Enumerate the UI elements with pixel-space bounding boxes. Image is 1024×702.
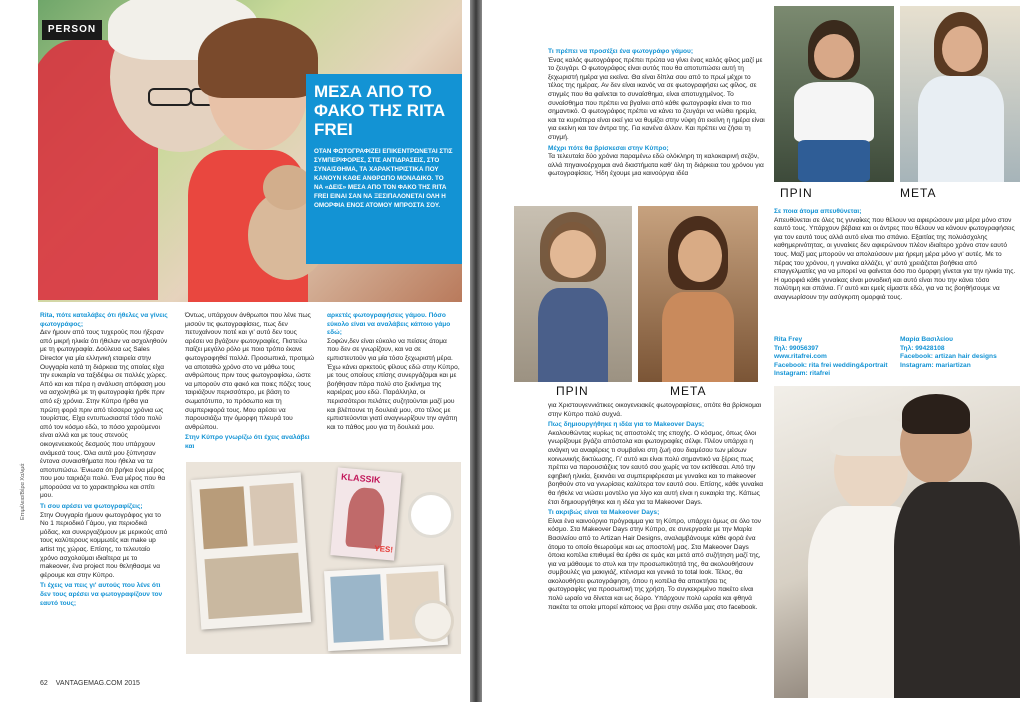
right-page [482, 0, 1024, 702]
question: Τι σου αρέσει να φωτογραφίζεις; [40, 503, 143, 511]
answer: Δεν ήμουν από τους τυχερούς που ήξεραν από μικρή ηλικία ότι ήθελαν να ασχοληθούν με τη φωτογραφία. Δούλευα ως Sales Director για μία ελληνική εταιρεία στην Ουγγαρία κατά τη διάρκεια της οποίας είχα την ευκαιρία να ταξιδέψω σε πολλές χώρες. Από και και πέρα η ανάλυση απόφαση μου να ασχοληθώ με τη φωτογραφία ήρθε πριν από εξι χρόνια. Στην Κύπρο ήρθα για πρώτη φορά πριν από τέσσερα χρόνια ως τουρίστας. Είχα εντυπωσιαστεί τόσο πολύ από τον κόσμο εδώ, το πόσο χαρούμενοι είναι αλλά και με τους στενούς οικογενειακούς δεσμούς που υπάρχουν ανάμεσά τους. Όλα αυτά μου ξύπνησαν έντονα συναισθήματα που ήθελα να τα αποτυπώσω. Ένιωσα ότι βρήκα ένα μέρος που μου ταιριάζει πολύ. Ένα μέρος που θα μπορούσα να το χαρακτηρίσω και σπίτι μου. [40, 329, 168, 500]
right-column-1b [548, 402, 766, 614]
left-column-1 [40, 312, 168, 608]
question: Στην Κύπρο γνωρίζω ότι έχεις αναλάβει και [185, 434, 310, 450]
article-intro: ΟΤΑΝ ΦΩΤΟΓΡΑΦΙΖΕΙ ΕΠΙΚΕΝΤΡΩΝΕΤΑΙ ΣΤΙΣ ΣΥΜΠΕΡΙΦΟΡΕΣ, ΣΤΙΣ ΑΝΤΙΔΡΑΣΕΙΣ, ΣΤΟ ΣΥΝΑΙΣΘΗΜΑ, ΤΑ ΧΑΡΑΚΤΗΡΙΣΤΙΚΑ ΠΟΥ ΚΑΝΟΥΝ ΚΑΘΕ ΑΝΘΡΩΠΟ ΜΟΝΑΔΙΚΟ. ΤΟ ΝΑ «ΔΕΙΣ» ΜΕΣΑ ΑΠΟ ΤΟΝ ΦΑΚΟ ΤΗΣ RITA FREI ΕΙΝΑΙ ΣΑΝ ΝΑ ΞΕΣΙΠΑΛΟΝΕΤΑΙ ΟΛΗ Η ΟΜΟΡΦΙΑ ΕΝΟΣ ΑΤΟΜΟΥ ΜΠΡΟΣΤΑ ΣΟΥ. [314, 148, 453, 209]
label-after: ΜΕΤΑ [670, 384, 707, 398]
right-column-2 [774, 208, 1016, 305]
contact-facebook: Facebook: rita frei wedding&portrait [774, 361, 888, 369]
answer: Όντως, υπάρχουν άνθρωποι που λένε πως μισούν τις φωτογραφίσεις, πως δεν πετυχαίνουν ποτέ και γι' αυτό δεν τους αρέσει να βγάζουν φωτογραφίες. Πιστεύω παίζει μεγάλο ρόλο με ποιο τρόπο έκανε φωτογραφηθεί πολλά. Προσωπικά, προτιμώ να αποταθώ χρόνο στο να μάθω τους ανθρώπους πριν τους φωτογραφίσω, ώστε να μπορούν στο φακό και ποιες πόζες τους ταιριάζουν περισσότερο, με βάση το σωματότυπο, το πρόσωπο και τη συμπεριφορά τους. Μου αρέσει να παρουσιάζω την όμορφη πλευρά του ανθρώπου. [185, 312, 315, 431]
answer: Είναι ένα καινούργιο πρόγραμμα για τη Κύπρο, υπάρχει όμως σε όλο τον κόσμο. Στα Makeover Days στην Κύπρο, σε συνεργασία με την Μαρία Βασιλείου από το Artizan Hair Designs, αναλαμβάνουμε κάθε φορά ένα άτομο το οποίο θεωρούμε και ως αποστολή μας. Στα Makeover Days όποια κοπέλα επιθυμεί θα έρθει σε εμάς και μετά από συζήτηση μαζί της, για να μάθουμε το στυλ και την προσωπικότητά της, θα ακολουθήσουν συμβουλές για μακιγιάζ, κτένισμα και γενικά το total look. Τέλος, θα ακολουθήσει φωτογράφηση, όπου η κοπέλα θα αποκτήσει τις φωτογραφίες για προσωπική της χρήση. Το συγκεκριμένο πακέτο είναι πολύ ωραίο να δίνεται και ως δώρο. Υπάρχουν πολύ ωραία και φθηνά πακέτα τα οποία μπορεί κάποιος να βρει στην σελίδα μας στο facebook. [548, 517, 761, 611]
contact-tel: Τηλ: 99428108 [900, 344, 945, 352]
contact-facebook: Facebook: artizan hair designs [900, 353, 997, 361]
section-tag: PERSON [42, 20, 102, 40]
left-column-3 [327, 312, 460, 434]
left-column-2 [185, 312, 315, 452]
question: Μέχρι πότε θα βρίσκεσαι στην Κύπρο; [548, 144, 669, 152]
contact-web: www.ritafrei.com [774, 353, 827, 361]
page-number: 62 [40, 680, 48, 687]
label-after-top: ΜΕΤΑ [900, 186, 937, 200]
answer: Σοφών,δεν είναι εύκολο να πείσεις άτομα που δεν σε γνωρίζουν, και να σε εμπιστευτούν για μία τόσο ξεχωριστή μέρα. Έχω κάνει αρκετούς φίλους εδώ στην Κύπρο, με τους οποίους επίσης συνεργάζομαι και με βοήθησαν πάρα πολύ στο ξεκίνημα της καριέρας μου εδώ. Παράλληλα, οι περισσότεροι πελάτες συζητούνται μαζί μου και βλέπουνε τη δουλειά μου, στο τέλος με εμπιστεύονται γιατί αναγνωρίζουν την αγάπη και το πάθος μου για τη δουλειά μου. [327, 337, 460, 431]
title-box [306, 74, 462, 264]
right-column-1 [548, 48, 766, 181]
tea-cup [408, 492, 454, 538]
contact-tel: Τηλ: 99056397 [774, 344, 819, 352]
tea-cup [412, 600, 454, 642]
magazine-open [191, 472, 311, 629]
page-gutter [470, 0, 482, 702]
magazine-cover [330, 467, 401, 560]
question: Τι ακριβώς είναι τα Makeover Days; [548, 509, 660, 517]
article-title: ΜΕΣΑ ΑΠΟ ΤΟ ΦΑΚΟ ΤΗΣ RITA FREI [314, 82, 445, 139]
contact-maria [900, 336, 1020, 370]
question: Τι πρέπει να προσέξει ένα φωτογράφο γάμου; [548, 48, 694, 55]
contact-rita [774, 336, 892, 379]
magazine-badge: YES! [373, 543, 394, 555]
question: Τι έχεις να πεις γι' αυτούς που λένε ότι δεν τους αρέσει να φωτογραφίζουν τον εαυτό τους; [40, 582, 163, 607]
footer [40, 680, 140, 687]
question: Σε ποια άτομα απευθύνεται; [774, 208, 862, 215]
question: αρκετές φωτογραφήσεις γάμου. Πόσο εύκολο είναι να αναλάβεις κάποιο γάμο εδώ; [327, 312, 451, 337]
question: Rita, πότε καταλάβες ότι ήθελες να γίνεις φωτογράφος; [40, 312, 168, 328]
after-photo-top [900, 6, 1020, 182]
label-before: ΠΡΙΝ [556, 384, 589, 398]
magazines-photo [186, 462, 461, 654]
side-credit: Επιμέλεια/Βέρα Χαλιμά [20, 463, 26, 520]
contact-instagram: Instagram: ritafrei [774, 370, 831, 378]
answer: Απευθύνεται σε όλες τις γυναίκες που θέλουν να αφιερώσουν μια μέρα μόνο στον εαυτό τους. Υπάρχουν βέβαια και οι άντρες που θέλουν να κάνουν φωτογραφήσεις για τον εαυτό τους αλλά αυτό είναι πιο σπάνιο. Εξαιτίας της πολυάσχολης καθημερινότητας, οι γυναίκες δεν αφιερώνουν πλέον ιδιαίτερο χρόνο στον εαυτό τους. Μαζί μας μπορούν να απολαύσουν μια ήρεμη μέρα μόνο γι' αυτές. Με το πέρας του χρόνου, η γυναίκα αλλάζει, γι' αυτό χρειάζεται βοήθεια από επαγγελματίες για να μπορεί να φαίνεται όσο πιο όμορφη γίνεται για την ηλικία της. Η ομορφιά κάθε γυναίκας είναι μοναδική και αυτό είναι που την κάνει τόσο πολύτιμη και σπάνια. Γι' αυτό και εμείς είμαστε εδώ, για να τις βοηθήσουμε να αναγνωρίσουν την ασύγκριτη ομορφιά τους. [774, 216, 1016, 301]
wedding-photo [774, 386, 1020, 698]
answer: Ένας καλός φωτογράφος πρέπει πρώτα να γίνει ένας καλός φίλος μαζί με το ζευγάρι. Ο φωτογράφος είναι αυτός που θα αποτυπώσει αυτή τη ξεχωριστή ημέρα για εκείνα. Θα είναι δίπλα σου από το πρωί μέχρι το τέλος της ημέρας. Αν δεν είναι ικανός να σε φωτογραφήσει ως φίλος, σε στιγμές που θα φαίνεται το συναίσθημα, είναι αποτυχημένος. Το συναίσθημα που πρέπει να βγαίνει από κάθε φωτογραφία είναι το πιο σημαντικό. Ο φωτογράφος πρέπει να κάνει το ζευγάρι να νιώθει ηρεμία, και τα κυριότερα είναι εκεί για να θυμίζει στην νύφη ότι εκείνη η ημέρα είναι για εκείνη και τον άντρα της. Για κανένα άλλον. Και πρέπει να ζήσει τη στιγμή. [548, 56, 765, 141]
left-page [0, 0, 470, 702]
before-photo-mid [514, 206, 632, 382]
magazine-title: KLASSIK [340, 471, 381, 486]
answer: Τα τελευταία δύο χρόνια παραμένω εδώ ολόκληρη τη καλοκαιρινή σεζόν, αλλά πηγαινοέρχομαι ανά διαστήματα καθ' όλη τη διάρκεια του χρόνου για φωτογραφίσεις. Ήδη έχουμε μια καινούργια ιδέα [548, 153, 764, 178]
label-before-top: ΠΡΙΝ [780, 186, 813, 200]
contact-name: Rita Frey [774, 336, 803, 343]
answer: Στην Ουγγαρία ήμουν φωτογράφος για το Νο 1 περιοδικό Γάμου, για περιοδικά μόδας, και συνεργαζόμουν με μερικούς από τους καλύτερους κομμωτές και make up artist της χώρας. Επίσης, το τελευταίο χρόνο ασχολούμαι ιδιαίτερα με το makeover, ένα project που θεληθασμε να φέρουμε και στην Κύπρο. [40, 511, 168, 579]
after-photo-mid [638, 206, 758, 382]
before-photo-top [774, 6, 894, 182]
contact-name: Μαρία Βασιλείου [900, 336, 953, 343]
answer: για Χριστουγεννιάτικες οικογενειακές φωτογραφίσεις, οπότε θα βρίσκομαι στην Κύπρο πολύ συχνά. [548, 402, 762, 418]
contact-instagram: Instagram: mariartizan [900, 361, 971, 369]
footer-site: VANTAGEMAG.COM 2015 [55, 680, 140, 687]
question: Πως δημιουργήθηκε η ιδέα για το Makeover Days; [548, 421, 705, 429]
answer: Ακολουθώντας κυρίως τις αποστολές της εποχής. Ο κόσμος, όπως όλοι γνωρίζουμε βγάζει απόστολα και φωτογραφίες σέλφι. Πλέον υπάρχει η ανάγκη να αναφέρεις τι συμβαίνει στη ζωή σου διαμέσου των μέσων κοινωνικής δικτύωσης. Γι' αυτό και είναι πολύ σημαντικό να ξέρεις πως πρέπει να παρουσιάζεις τον εαυτό σου χωρίς να τον εκτίθεσαι. Από την εφηβική ηλικία, ξεκινάει να συμπεριφέρεσαι με γυναίκα και το makeover βοηθούν στο να γνωρίσεις καλύτερα τον εαυτό σου. Επίσης, κάθε γυναίκα θα ήθελε να νιώσει μοντέλο για λίγο και αυτή είναι η ευκαιρία της. Κάπως έτσι δημιουργήθηκε και η ιδέα για τα Makeover Days. [548, 429, 764, 506]
